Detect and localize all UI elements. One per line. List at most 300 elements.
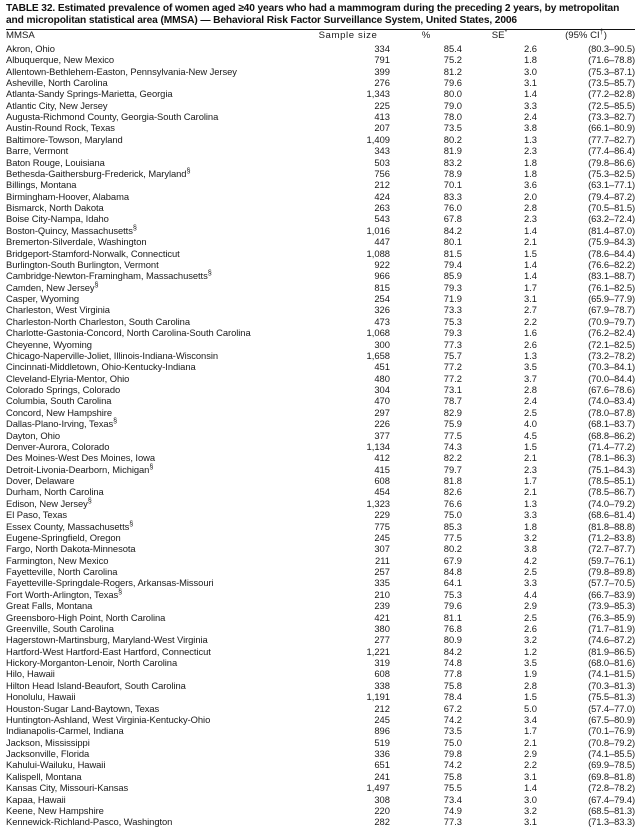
cell-ci: (70.3–81.3): [588, 679, 635, 691]
table-row: [6, 509, 635, 520]
cell-percent: 77.3: [443, 338, 462, 350]
section-footnote-marker: §: [87, 495, 92, 505]
cell-sample-size: 815: [374, 281, 390, 293]
mmsa-label: Bridgeport-Stamford-Norwalk, Connecticut: [6, 247, 180, 259]
cell-ci: (76.6–82.2): [588, 258, 635, 270]
cell-ci: (67.9–78.7): [588, 304, 635, 316]
cell-mmsa: [6, 122, 306, 133]
cell-mmsa: [6, 794, 306, 805]
cell-se: 1.4: [523, 270, 537, 282]
cell-mmsa: [6, 782, 306, 793]
cell-se: 1.3: [523, 497, 537, 509]
cell-mmsa: [6, 145, 306, 156]
cell-mmsa: [6, 646, 306, 657]
mmsa-label: Kapaa, Hawaii: [6, 793, 66, 805]
cell-mmsa: [6, 532, 306, 543]
cell-ci: (72.5–85.5): [588, 99, 635, 111]
cell-mmsa: [6, 384, 306, 395]
cell-ci: (68.6–81.4): [588, 509, 635, 521]
cell-percent: 64.1: [443, 577, 462, 589]
cell-percent: 74.2: [443, 759, 462, 771]
cell-mmsa: [6, 566, 306, 577]
table-row: [6, 225, 635, 236]
cell-se: 3.7: [523, 372, 537, 384]
cell-mmsa: [6, 680, 306, 691]
cell-percent: 80.2: [443, 543, 462, 555]
table-row: [6, 304, 635, 315]
mmsa-label: Denver-Aurora, Colorado: [6, 440, 110, 452]
mmsa-label: Baltimore-Towson, Maryland: [6, 133, 123, 145]
cell-se: 3.2: [523, 531, 537, 543]
mmsa-label: Indianapolis-Carmel, Indiana: [6, 725, 124, 737]
table-body: [6, 43, 635, 828]
cell-percent: 83.3: [443, 190, 462, 202]
cell-mmsa: [6, 43, 306, 54]
cell-se: 4.4: [523, 588, 537, 600]
cell-mmsa: [6, 555, 306, 566]
mmsa-label: Edison, New Jersey: [6, 497, 88, 509]
cell-ci: (71.6–78.8): [588, 54, 635, 66]
mmsa-label: Dallas-Plano-Irving, Texas: [6, 418, 114, 430]
cell-percent: 75.2: [443, 54, 462, 66]
cell-se: 2.6: [523, 622, 537, 634]
cell-mmsa: [6, 66, 306, 77]
cell-ci: (63.1–77.1): [588, 179, 635, 191]
table-row: [6, 122, 635, 133]
mmsa-label: Birmingham-Hoover, Alabama: [6, 190, 129, 202]
cell-percent: 84.2: [443, 645, 462, 657]
section-footnote-marker: §: [186, 165, 191, 175]
cell-se: 2.9: [523, 600, 537, 612]
cell-sample-size: 480: [374, 372, 390, 384]
cell-percent: 75.0: [443, 509, 462, 521]
cell-sample-size: 241: [374, 770, 390, 782]
cell-mmsa: [6, 88, 306, 99]
cell-sample-size: 1,191: [366, 691, 390, 703]
cell-mmsa: [6, 475, 306, 486]
mmsa-label: Bismarck, North Dakota: [6, 202, 104, 214]
cell-se: 2.0: [523, 190, 537, 202]
cell-percent: 81.9: [443, 145, 462, 157]
mmsa-label: Greensboro-High Point, North Carolina: [6, 611, 166, 623]
cell-se: 1.4: [523, 88, 537, 100]
column-header-percent: %: [421, 30, 431, 42]
table-row: [6, 794, 635, 805]
cell-sample-size: 282: [374, 816, 390, 828]
cell-se: 2.1: [523, 452, 537, 464]
cell-ci: (81.9–86.5): [588, 645, 635, 657]
mmsa-label: Fayetteville-Springdale-Rogers, Arkansas-Missouri: [6, 577, 214, 589]
mmsa-prevalence-table: [6, 27, 635, 828]
cell-percent: 82.9: [443, 406, 462, 418]
cell-sample-size: 307: [374, 543, 390, 555]
cell-ci: (66.7–83.9): [588, 588, 635, 600]
cell-sample-size: 415: [374, 463, 390, 475]
cell-se: 1.2: [523, 645, 537, 657]
cell-percent: 77.2: [443, 361, 462, 373]
cell-mmsa: [6, 165, 306, 179]
cell-sample-size: 229: [374, 509, 390, 521]
cell-se: 2.3: [523, 213, 537, 225]
cell-mmsa: [6, 77, 306, 88]
cell-se: 2.3: [523, 145, 537, 157]
cell-se: 3.5: [523, 361, 537, 373]
table-row: [6, 339, 635, 350]
mmsa-label: Cheyenne, Wyoming: [6, 338, 92, 350]
cell-se: 1.3: [523, 133, 537, 145]
cell-mmsa: [6, 418, 306, 429]
cell-percent: 79.3: [443, 327, 462, 339]
cell-se: 1.8: [523, 520, 537, 532]
cell-se: 3.1: [523, 816, 537, 828]
cell-percent: 80.0: [443, 88, 462, 100]
cell-sample-size: 473: [374, 315, 390, 327]
cell-ci: (78.5–85.1): [588, 475, 635, 487]
title-line1-pre: TABLE 32. Estimated prevalence of women aged: [6, 3, 239, 14]
cell-percent: 81.8: [443, 475, 462, 487]
table-row: [6, 213, 635, 224]
cell-mmsa: [6, 586, 306, 600]
cell-percent: 77.3: [443, 816, 462, 828]
cell-se: 3.1: [523, 76, 537, 88]
cell-sample-size: 1,343: [366, 88, 390, 100]
cell-ci: (63.2–72.4): [588, 213, 635, 225]
mmsa-label: Asheville, North Carolina: [6, 76, 108, 88]
cell-ci: (75.5–81.3): [588, 691, 635, 703]
mmsa-label: Atlantic City, New Jersey: [6, 99, 108, 111]
table-row: [6, 395, 635, 406]
cell-sample-size: 1,088: [366, 247, 390, 259]
table-row: [6, 589, 635, 600]
cell-percent: 75.3: [443, 588, 462, 600]
cell-mmsa: [6, 461, 306, 475]
cell-percent: 85.3: [443, 520, 462, 532]
column-header-ci-open: (95% CI: [565, 30, 600, 42]
cell-se: 4.5: [523, 429, 537, 441]
cell-sample-size: 304: [374, 384, 390, 396]
cell-se: 4.0: [523, 418, 537, 430]
cell-sample-size: 239: [374, 600, 390, 612]
cell-percent: 81.5: [443, 247, 462, 259]
cell-mmsa: [6, 703, 306, 714]
cell-ci: (74.1–81.5): [588, 668, 635, 680]
mmsa-label: Barre, Vermont: [6, 145, 69, 157]
cell-percent: 74.2: [443, 713, 462, 725]
mmsa-label: Keene, New Hampshire: [6, 804, 104, 816]
table-row: [6, 577, 635, 588]
cell-percent: 75.8: [443, 770, 462, 782]
cell-se: 3.0: [523, 793, 537, 805]
table-row: [6, 714, 635, 725]
cell-sample-size: 454: [374, 486, 390, 498]
title-line1-post: 40 years who had a mammogram during the preceding 2 years, by metropolitan: [243, 3, 620, 14]
mmsa-label: Houston-Sugar Land-Baytown, Texas: [6, 702, 160, 714]
cell-se: 2.2: [523, 759, 537, 771]
cell-mmsa: [6, 668, 306, 679]
cell-mmsa: [6, 373, 306, 384]
cell-mmsa: [6, 350, 306, 361]
cell-sample-size: 1,497: [366, 782, 390, 794]
cell-mmsa: [6, 495, 306, 509]
cell-ci: (75.3–82.5): [588, 167, 635, 179]
table-row: [6, 782, 635, 793]
cell-sample-size: 1,323: [366, 497, 390, 509]
cell-sample-size: 245: [374, 713, 390, 725]
cell-percent: 77.2: [443, 372, 462, 384]
cell-percent: 74.3: [443, 440, 462, 452]
table-row: [6, 373, 635, 384]
cell-percent: 76.0: [443, 202, 462, 214]
cell-se: 1.7: [523, 725, 537, 737]
mmsa-label: Jacksonville, Florida: [6, 748, 90, 760]
cell-se: 1.5: [523, 440, 537, 452]
table-row: [6, 54, 635, 65]
section-footnote-marker: §: [113, 416, 118, 426]
title-line2: and micropolitan statistical area (MMSA) — Behavioral Risk Factor Surveillance System, United States, 2006: [6, 15, 517, 27]
cell-ci: (83.1–88.7): [588, 270, 635, 282]
cell-se: 1.4: [523, 782, 537, 794]
cell-se: 1.8: [523, 167, 537, 179]
cell-se: 2.8: [523, 384, 537, 396]
cell-ci: (77.7–82.7): [588, 133, 635, 145]
table-row: [6, 691, 635, 702]
cell-se: 1.9: [523, 668, 537, 680]
cell-ci: (73.9–85.3): [588, 600, 635, 612]
cell-ci: (67.4–79.4): [588, 793, 635, 805]
cell-ci: (76.3–85.9): [588, 611, 635, 623]
cell-percent: 79.7: [443, 463, 462, 475]
column-header-se-label: SE: [491, 30, 505, 42]
table-row: [6, 111, 635, 122]
table-row: [6, 157, 635, 168]
cell-se: 4.2: [523, 554, 537, 566]
cell-se: 3.3: [523, 577, 537, 589]
table-row: [6, 168, 635, 179]
cell-mmsa: [6, 518, 306, 532]
cell-se: 1.8: [523, 54, 537, 66]
cell-ci: (57.4–77.0): [588, 702, 635, 714]
cell-se: 1.4: [523, 258, 537, 270]
cell-ci: (76.1–82.5): [588, 281, 635, 293]
cell-se: 2.5: [523, 566, 537, 578]
cell-ci: (71.2–83.8): [588, 531, 635, 543]
mmsa-label: Hartford-West Hartford-East Hartford, Connecticut: [6, 645, 211, 657]
cell-sample-size: 338: [374, 679, 390, 691]
cell-sample-size: 334: [374, 42, 390, 54]
table-row: [6, 418, 635, 429]
column-header-sample-size-label: Sample size: [318, 30, 378, 42]
mmsa-label: Fargo, North Dakota-Minnesota: [6, 543, 136, 555]
cell-sample-size: 421: [374, 611, 390, 623]
cell-sample-size: 543: [374, 213, 390, 225]
cell-mmsa: [6, 771, 306, 782]
mmsa-label: Billings, Montana: [6, 179, 77, 191]
table-row: [6, 816, 635, 827]
table-row: [6, 475, 635, 486]
cell-mmsa: [6, 304, 306, 315]
cell-sample-size: 1,658: [366, 349, 390, 361]
cell-sample-size: 447: [374, 236, 390, 248]
table-row: [6, 555, 635, 566]
cell-mmsa: [6, 339, 306, 350]
table-row: [6, 612, 635, 623]
cell-percent: 67.9: [443, 554, 462, 566]
cell-percent: 84.2: [443, 224, 462, 236]
cell-mmsa: [6, 259, 306, 270]
table-row: [6, 759, 635, 770]
cell-percent: 79.3: [443, 281, 462, 293]
cell-mmsa: [6, 714, 306, 725]
table-row: [6, 498, 635, 509]
cell-se: 2.1: [523, 236, 537, 248]
cell-se: 1.7: [523, 475, 537, 487]
ci-footnote-marker: †: [599, 27, 604, 36]
cell-se: 3.8: [523, 122, 537, 134]
cell-percent: 79.0: [443, 99, 462, 111]
table-row: [6, 646, 635, 657]
cell-sample-size: 451: [374, 361, 390, 373]
cell-percent: 73.5: [443, 122, 462, 134]
cell-sample-size: 226: [374, 418, 390, 430]
cell-sample-size: 211: [375, 554, 390, 566]
table-row: [6, 486, 635, 497]
cell-sample-size: 300: [374, 338, 390, 350]
mmsa-label: Hilo, Hawaii: [6, 668, 55, 680]
cell-ci: (69.9–78.5): [588, 759, 635, 771]
mmsa-label: Des Moines-West Des Moines, Iowa: [6, 452, 155, 464]
mmsa-label: Austin-Round Rock, Texas: [6, 122, 115, 134]
cell-se: 3.0: [523, 65, 537, 77]
cell-se: 1.6: [523, 327, 537, 339]
cell-ci: (73.5–85.7): [588, 76, 635, 88]
mmsa-label: Bethesda-Gaithersburg-Frederick, Maryland: [6, 167, 187, 179]
table-row: [6, 725, 635, 736]
cell-sample-size: 775: [374, 520, 390, 532]
cell-sample-size: 791: [374, 54, 390, 66]
cell-ci: (73.3–82.7): [588, 111, 635, 123]
cell-mmsa: [6, 236, 306, 247]
cell-mmsa: [6, 100, 306, 111]
cell-se: 3.6: [523, 179, 537, 191]
cell-mmsa: [6, 634, 306, 645]
cell-mmsa: [6, 327, 306, 338]
table-row: [6, 236, 635, 247]
cell-percent: 76.6: [443, 497, 462, 509]
cell-ci: (65.9–77.9): [588, 293, 635, 305]
mmsa-label: Albuquerque, New Mexico: [6, 54, 115, 66]
cell-sample-size: 896: [374, 725, 390, 737]
mmsa-label: Cincinnati-Middletown, Ohio-Kentucky-Indiana: [6, 361, 196, 373]
cell-percent: 78.0: [443, 111, 462, 123]
cell-ci: (79.8–86.6): [588, 156, 635, 168]
cell-percent: 85.9: [443, 270, 462, 282]
cell-mmsa: [6, 509, 306, 520]
table-row: [6, 532, 635, 543]
mmsa-label: El Paso, Texas: [6, 509, 67, 521]
mmsa-label: Charleston, West Virginia: [6, 304, 110, 316]
cell-sample-size: 335: [374, 577, 390, 589]
table-row: [6, 191, 635, 202]
cell-percent: 73.5: [443, 725, 462, 737]
cell-percent: 79.6: [443, 76, 462, 88]
cell-se: 2.8: [523, 202, 537, 214]
cell-percent: 84.8: [443, 566, 462, 578]
cell-percent: 75.8: [443, 679, 462, 691]
cell-ci: (72.1–82.5): [588, 338, 635, 350]
mmsa-label: Kalispell, Montana: [6, 770, 82, 782]
mmsa-label: Farmington, New Mexico: [6, 554, 109, 566]
table-row: [6, 66, 635, 77]
column-header-ci: [537, 27, 635, 43]
cell-percent: 80.1: [443, 236, 462, 248]
cell-se: 2.4: [523, 395, 537, 407]
cell-ci: (67.5–80.9): [588, 713, 635, 725]
cell-sample-size: 503: [374, 156, 390, 168]
cell-percent: 75.9: [443, 418, 462, 430]
cell-se: 2.1: [523, 736, 537, 748]
mmsa-label: Camden, New Jersey: [6, 281, 95, 293]
section-footnote-marker: §: [149, 461, 154, 471]
cell-ci: (75.1–84.3): [588, 463, 635, 475]
cell-ci: (71.7–81.9): [588, 622, 635, 634]
table-row: [6, 600, 635, 611]
cell-mmsa: [6, 191, 306, 202]
cell-ci: (75.3–87.1): [588, 65, 635, 77]
table-row: [6, 464, 635, 475]
cell-ci: (68.0–81.6): [588, 657, 635, 669]
cell-ci: (69.8–81.8): [588, 770, 635, 782]
cell-sample-size: 413: [374, 111, 390, 123]
cell-se: 1.5: [523, 247, 537, 259]
table-row: [6, 634, 635, 645]
cell-ci: (68.5–81.3): [588, 804, 635, 816]
table-row: [6, 88, 635, 99]
mmsa-label: Honolulu, Hawaii: [6, 691, 76, 703]
table-row: [6, 43, 635, 54]
column-header-se: [462, 27, 537, 43]
cell-sample-size: 220: [374, 804, 390, 816]
cell-ci: (70.3–84.1): [588, 361, 635, 373]
cell-mmsa: [6, 577, 306, 588]
cell-se: 2.2: [523, 315, 537, 327]
cell-ci: (57.7–70.5): [588, 577, 635, 589]
cell-ci: (71.3–83.3): [588, 816, 635, 828]
table-row: [6, 680, 635, 691]
cell-percent: 73.4: [443, 793, 462, 805]
cell-percent: 79.8: [443, 748, 462, 760]
cell-ci: (71.4–77.2): [588, 440, 635, 452]
cell-sample-size: 1,068: [366, 327, 390, 339]
table-row: [6, 566, 635, 577]
cell-percent: 76.8: [443, 622, 462, 634]
cell-mmsa: [6, 407, 306, 418]
cell-mmsa: [6, 134, 306, 145]
cell-ci: (79.8–89.8): [588, 566, 635, 578]
cell-sample-size: 343: [374, 145, 390, 157]
cell-percent: 75.7: [443, 349, 462, 361]
cell-se: 1.8: [523, 156, 537, 168]
cell-ci: (72.7–87.7): [588, 543, 635, 555]
cell-sample-size: 424: [374, 190, 390, 202]
column-header-ci-close: ): [603, 30, 607, 42]
cell-se: 3.3: [523, 99, 537, 111]
cell-sample-size: 519: [374, 736, 390, 748]
mmsa-label: Huntington-Ashland, West Virginia-Kentucky-Ohio: [6, 713, 211, 725]
cell-sample-size: 336: [374, 748, 390, 760]
cell-percent: 67.2: [443, 702, 462, 714]
cell-percent: 74.9: [443, 804, 462, 816]
cell-mmsa: [6, 600, 306, 611]
